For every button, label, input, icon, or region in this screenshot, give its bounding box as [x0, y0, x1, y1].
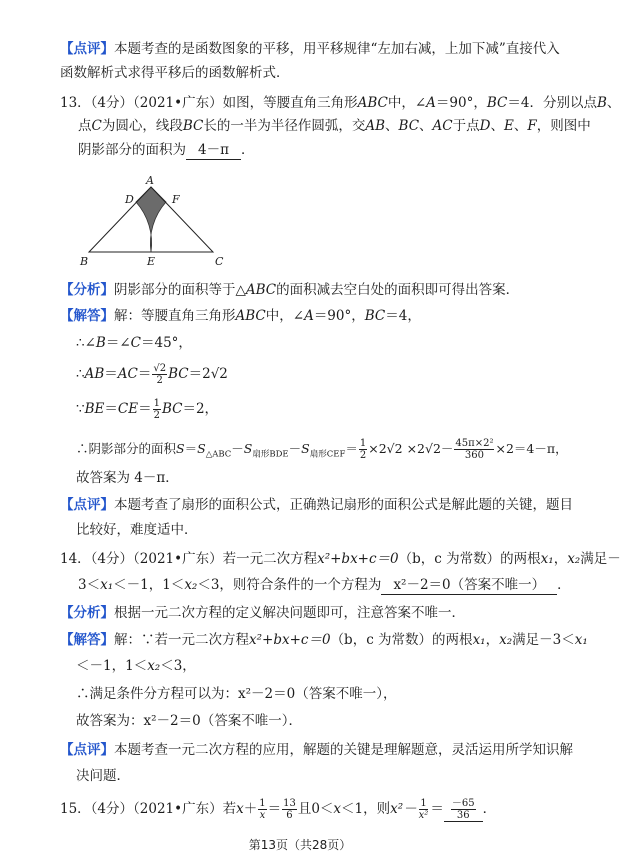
q13-var: ABC — [357, 95, 388, 111]
frac-num: 1 — [420, 798, 427, 809]
q13-text: ×2＝4－π， — [495, 441, 568, 456]
q15-text: 且0＜ — [297, 801, 334, 817]
q14-var: x₂ — [567, 551, 581, 567]
frac-num: 1 — [359, 438, 367, 449]
q13-text: 13．（4分）（2021•广东）如图，等腰直角三角形 — [60, 95, 358, 111]
q13-var: BC — [161, 401, 183, 417]
q13-solution-6 — [76, 469, 179, 487]
label-D: D — [125, 193, 134, 206]
q14-var: x₂ — [147, 658, 161, 674]
frac-den: 2 — [359, 450, 367, 461]
page-footer: 第13页（共28页） — [248, 838, 352, 852]
q13-line-1 — [60, 94, 620, 112]
q13-text: 、 — [385, 118, 399, 134]
analysis-tag: 【分析】 — [60, 282, 114, 298]
q14-var: x₁ — [574, 632, 588, 648]
q14-text: 根据一元二次方程的定义解决问题即可，注意答案不唯一． — [114, 605, 465, 621]
q14-text: ＜3，则符合条件的一个方程为 — [197, 577, 382, 593]
frac-den: x — [259, 810, 266, 821]
q13-var: S — [301, 441, 310, 456]
q14-text: ． — [557, 577, 571, 593]
q14-line-2 — [78, 576, 571, 595]
frac-num: 1 — [259, 798, 266, 809]
q14-text: ， — [485, 632, 500, 648]
q13-var: A — [304, 308, 314, 324]
q13-text: 阴影部分的面积为 — [78, 142, 186, 158]
label-A: A — [146, 174, 154, 187]
q14-text: ∴满足条件分方程可以为：x²－2＝0（答案不唯一）， — [76, 686, 397, 702]
q13-var: BE — [84, 401, 105, 417]
fraction-sqrt2-over-2 — [152, 363, 167, 386]
q14-line-1 — [60, 550, 621, 568]
q14-text: ， — [553, 551, 568, 567]
frac-den: 36 — [456, 810, 470, 821]
q13-var: B — [95, 335, 106, 351]
label-E: E — [147, 255, 156, 268]
q14-text: ＜－1，1＜ — [76, 658, 148, 674]
q13-text: 解：等腰直角三角形 — [114, 308, 236, 324]
fraction-1-over-x — [258, 798, 266, 821]
q13-solution-2 — [76, 334, 192, 352]
q15-text: ． — [482, 801, 497, 817]
q13-text: ，则图中 — [536, 118, 591, 134]
q15-answer — [444, 798, 483, 822]
comment-text: 本题考查的是函数图象的平移，用平移规律“左加右减，上加下减”直接代入 — [114, 41, 560, 57]
q13-text: 为圆心，线段 — [101, 118, 183, 134]
q13-text: ∴∠ — [76, 335, 96, 351]
q13-text: ＝ — [104, 401, 118, 417]
q15-text: 15．（4分）（2021•广东）若 — [60, 801, 237, 817]
q13-text: 中，∠ — [265, 308, 305, 324]
q14-text: 满足－3＜ — [512, 632, 575, 648]
q13-var: F — [527, 118, 537, 134]
q13-solution-5 — [76, 438, 568, 464]
q13-text: 阴影部分的面积等于△ — [114, 282, 246, 298]
frac-num: 45π×2² — [455, 438, 494, 449]
q13-sub: 扇形CEF — [309, 449, 346, 460]
q13-text: 的面积减去空白处的面积即可得出答案． — [276, 282, 520, 298]
q13-text: 于点 — [452, 118, 480, 134]
q13-var: D — [479, 118, 491, 134]
answer-tag: 【解答】 — [60, 632, 114, 648]
q13-answer: 4－π — [186, 141, 241, 160]
top-comment-line-2 — [60, 64, 290, 82]
q13-text: ×2√2 ×2√2－ — [368, 441, 454, 456]
q13-var: AB — [365, 118, 386, 134]
q13-var: AC — [117, 366, 138, 382]
q13-text: 、 — [419, 118, 433, 134]
q14-text: 满足－ — [580, 551, 621, 567]
q13-text: ＝ — [137, 366, 152, 382]
q13-var: ABC — [245, 282, 277, 298]
q13-var: BC — [398, 118, 420, 134]
frac-den: 360 — [464, 450, 484, 461]
q13-solution-4 — [76, 398, 218, 421]
shaded-region — [136, 187, 166, 252]
fraction-1-over-x2 — [418, 798, 430, 821]
frac-den: x² — [418, 810, 429, 821]
answer-tag: 【解答】 — [60, 308, 114, 324]
q15-text: ＝ — [430, 801, 444, 817]
q13-text: ＝90°， — [435, 95, 487, 111]
q13-text: ＝2√2 — [188, 366, 228, 382]
q15-text: ＜1，则 — [341, 801, 391, 817]
q13-text: 、 — [606, 95, 621, 111]
q14-text: 解：∵若一元二次方程 — [114, 632, 249, 648]
q13-text: ＝2， — [182, 401, 219, 417]
q14-var: x₂ — [184, 577, 198, 593]
q13-var: C — [91, 118, 102, 134]
q14-var: x₁ — [472, 632, 486, 648]
analysis-tag: 【分析】 — [60, 605, 114, 621]
q14-solution-2 — [76, 657, 196, 675]
q14-text: 3＜ — [78, 577, 101, 593]
q13-text: 本题考查了扇形的面积公式，正确熟记扇形的面积公式是解此题的关键，题目 — [114, 497, 573, 513]
frac-den: 2 — [156, 375, 163, 386]
q14-text: ＜3， — [160, 658, 196, 674]
q14-solution-1 — [60, 631, 588, 649]
q13-text: 、 — [490, 118, 504, 134]
q15-expr: x²－ — [390, 801, 417, 817]
q13-text: ＝ — [184, 441, 198, 456]
q13-var: ABC — [235, 308, 266, 324]
q13-text: ∵ — [76, 401, 85, 417]
q15-text: ＋ — [243, 801, 258, 817]
q15-line-1 — [60, 798, 496, 822]
q13-comment-2 — [76, 521, 198, 539]
q13-text: ＝4．分别以点 — [507, 95, 597, 111]
q14-answer: x²－2＝0（答案不唯一） — [381, 576, 557, 595]
q14-comment-2 — [76, 767, 130, 785]
q13-var: B — [596, 95, 607, 111]
q13-solution-1 — [60, 307, 421, 325]
q13-analysis — [60, 281, 519, 299]
top-comment-line-1 — [60, 40, 560, 58]
frac-den: 6 — [286, 810, 293, 821]
q13-sub: 扇形BDE — [252, 449, 289, 460]
label-C: C — [215, 255, 224, 268]
q15-text: ＝ — [267, 801, 282, 817]
q14-analysis — [60, 604, 465, 622]
q15-var: x — [333, 801, 342, 817]
frac-den: 2 — [153, 410, 160, 421]
q13-var: S — [176, 441, 185, 456]
q13-text: － — [231, 441, 244, 456]
q14-text: 14．（4分）（2021•广东）若一元二次方程 — [60, 551, 318, 567]
q13-text: 中，∠ — [387, 95, 427, 111]
q14-comment-1 — [60, 741, 573, 759]
q14-equation: x²+bx+c＝0 — [249, 632, 331, 648]
frac-num: 13 — [283, 798, 296, 809]
q13-text: 故答案为 4－π． — [76, 470, 179, 486]
q13-triangle-figure — [80, 172, 240, 267]
q14-text: （b，c 为常数）的两根 — [330, 632, 473, 648]
label-B: B — [80, 255, 89, 268]
q13-text: － — [288, 441, 302, 456]
frac-num: －65 — [451, 798, 475, 809]
q15-var: x — [236, 801, 244, 817]
q13-text: 、 — [513, 118, 528, 134]
fraction-half — [359, 438, 367, 461]
q13-var: C — [130, 335, 141, 351]
q14-equation: x²+bx+c＝0 — [317, 551, 399, 567]
q14-var: x₂ — [499, 632, 513, 648]
q13-var: AB — [84, 366, 105, 382]
q13-text: ＝ — [138, 401, 152, 417]
label-F: F — [172, 193, 180, 206]
q13-text: ＝ — [345, 441, 358, 456]
q14-text: ＜－1，1＜ — [113, 577, 185, 593]
q13-text: 点 — [78, 118, 92, 134]
q13-var: A — [426, 95, 436, 111]
q14-var: x₁ — [100, 577, 114, 593]
q13-text: 比较好，难度适中． — [76, 522, 198, 538]
comment-text: 函数解析式求得平移后的函数解析式． — [60, 65, 290, 81]
q13-var: BC — [364, 308, 386, 324]
q14-text: 决问题． — [76, 768, 130, 784]
q14-solution-3 — [76, 685, 396, 703]
q14-solution-4 — [76, 712, 302, 730]
q13-text: ＝∠ — [105, 335, 131, 351]
q13-var: BC — [486, 95, 508, 111]
q13-var: CE — [117, 401, 139, 417]
comment-tag: 【点评】 — [60, 497, 114, 513]
q13-line-2 — [78, 117, 591, 135]
q13-var: S — [243, 441, 253, 456]
q14-text: （b，c 为常数）的两根 — [398, 551, 541, 567]
fraction-half — [153, 398, 161, 421]
frac-num: 1 — [153, 398, 160, 409]
q13-text: ． — [240, 142, 255, 158]
q13-text: ＝4， — [385, 308, 421, 324]
fraction-13-over-6 — [282, 798, 297, 821]
q13-comment-1 — [60, 496, 573, 514]
comment-tag: 【点评】 — [60, 742, 114, 758]
q13-var: BC — [168, 366, 189, 382]
q13-text: ∴ — [76, 366, 85, 382]
q13-text: ＝90°， — [313, 308, 365, 324]
q14-text: 故答案为：x²－2＝0（答案不唯一）． — [76, 713, 302, 729]
comment-tag: 【点评】 — [60, 41, 114, 57]
frac-num: √2 — [153, 363, 167, 374]
q13-sub: △ABC — [205, 449, 232, 460]
q13-var: BC — [182, 118, 204, 134]
q14-var: x₁ — [540, 551, 554, 567]
q13-var: S — [197, 441, 206, 456]
q13-solution-3 — [76, 363, 228, 386]
fraction-sector — [454, 438, 494, 461]
q13-text: ＝45°， — [140, 335, 192, 351]
q13-text: 长的一半为半径作圆弧，交 — [203, 118, 366, 134]
q13-var: E — [503, 118, 514, 134]
fraction-answer — [451, 798, 476, 821]
q14-text: 本题考查一元二次方程的应用，解题的关键是理解题意，灵活运用所学知识解 — [114, 742, 573, 758]
q13-text: ＝ — [104, 366, 118, 382]
q13-text: ∴阴影部分的面积 — [76, 441, 177, 456]
q13-var: AC — [432, 118, 453, 134]
q13-line-3 — [78, 141, 254, 160]
